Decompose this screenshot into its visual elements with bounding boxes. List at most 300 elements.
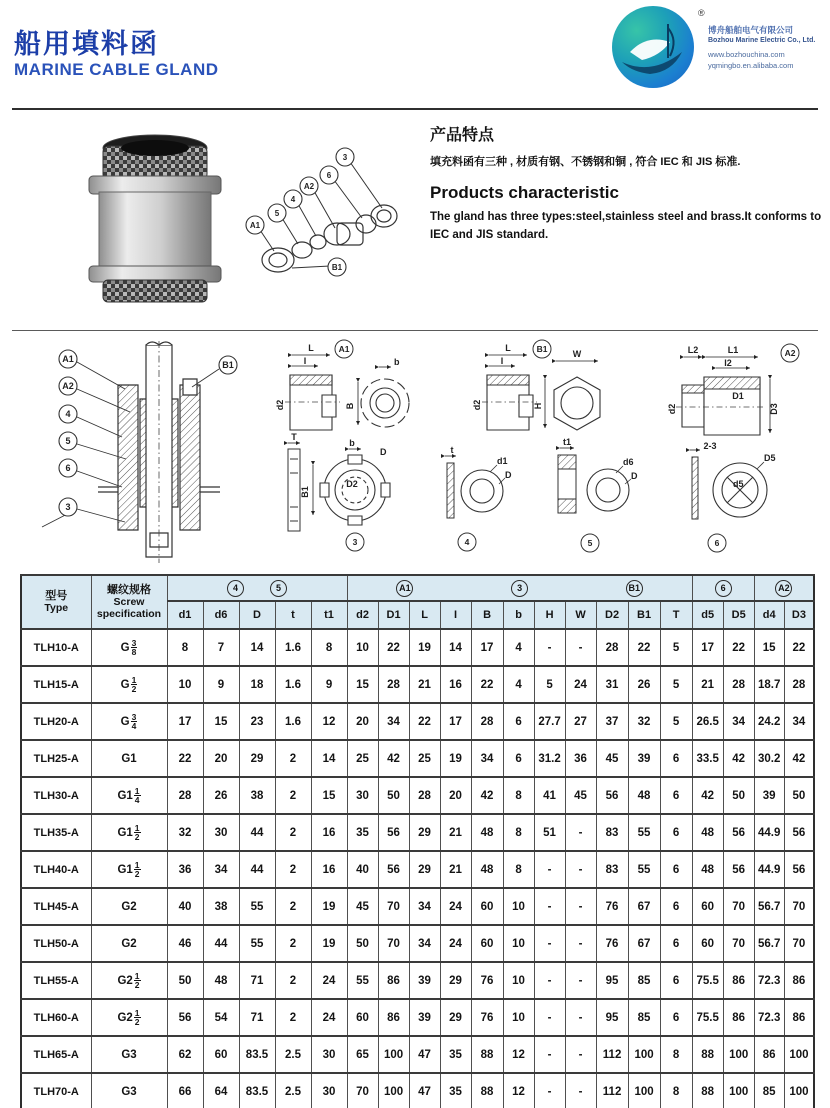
part-label: A1 [338,344,350,354]
part-label: B1 [536,344,548,354]
value-cell: 56 [723,851,754,888]
value-cell: 30 [203,814,239,851]
exploded-callout: 4 [290,195,296,204]
value-cell: 26 [628,666,660,703]
value-cell: 33.5 [692,740,723,777]
screw-spec-cell [91,777,167,814]
header-type-en: Type [44,602,69,615]
screw-fraction: $\frac{1}{2}$ [134,1007,140,1027]
value-cell: 72.3 [754,962,784,999]
part-6-drawing [690,441,776,552]
value-cell: 42 [471,777,503,814]
dim-label: B [345,402,355,410]
assembly-callout: 3 [65,502,71,512]
value-cell: 38 [239,777,275,814]
assembly-callout: 6 [65,463,71,473]
value-cell: 12 [503,1036,534,1073]
value-cell: 14 [440,629,471,666]
assembly-callout-b1: B1 [222,360,234,370]
value-cell: 25 [347,740,378,777]
value-cell: 65 [347,1036,378,1073]
value-cell: 42 [692,777,723,814]
value-cell: 42 [723,740,754,777]
value-cell: - [534,1073,565,1108]
value-cell: 22 [378,629,409,666]
group-label-b1: B1 [626,580,643,597]
screw-fraction: $\frac{1}{2}$ [131,674,137,694]
value-cell: 83.5 [239,1073,275,1108]
value-cell: 29 [409,851,440,888]
registered-trademark: ® [698,8,705,18]
value-cell: 17 [471,629,503,666]
value-cell: 19 [409,629,440,666]
value-cell: 39 [628,740,660,777]
value-cell: 86 [378,962,409,999]
group-6 [692,575,754,601]
screw-spec-cell [91,740,167,777]
type-cell: TLH70-A [21,1073,91,1108]
table-row [21,1036,814,1073]
dim-label: I [500,356,504,366]
col-header-D5: D5 [723,601,754,629]
dim-label: D [631,471,638,481]
part-a1-drawing [275,340,409,430]
screw-fraction: $\frac{1}{2}$ [134,822,140,842]
value-cell: 60 [692,888,723,925]
value-cell: 50 [167,962,203,999]
value-cell: 7 [203,629,239,666]
part-label: 4 [464,537,470,547]
value-cell: 38 [203,888,239,925]
value-cell: 24.2 [754,703,784,740]
value-cell: 75.5 [692,962,723,999]
part-label: 6 [714,538,720,548]
value-cell: 15 [203,703,239,740]
value-cell: 112 [596,1036,628,1073]
features-desc-en: The gland has three types:steel,stainless steel and brass.It conforms to IEC and JIS standard. [430,211,822,241]
value-cell: 45 [596,740,628,777]
value-cell: 72.3 [754,999,784,1036]
value-cell: 2 [275,851,311,888]
screw-spec-cell [91,1073,167,1108]
dim-label: I [303,356,307,366]
table-row [21,851,814,888]
value-cell: 70 [378,888,409,925]
value-cell: 27 [565,703,596,740]
dim-label: b [349,438,355,448]
dim-label: D1 [732,391,744,401]
company-url-1: www.bozhouchina.com [708,50,785,60]
col-header-d4: d4 [754,601,784,629]
value-cell: 55 [628,814,660,851]
value-cell: 56.7 [754,925,784,962]
screw-spec-cell [91,814,167,851]
value-cell: 28 [596,629,628,666]
col-header-d6: d6 [203,601,239,629]
screw-base: G2 [117,1011,133,1024]
value-cell: 15 [311,777,347,814]
value-cell: 86 [754,1036,784,1073]
col-header-D: D [239,601,275,629]
value-cell: 9 [203,666,239,703]
value-cell: 6 [660,999,692,1036]
value-cell: 42 [784,740,814,777]
value-cell: - [565,962,596,999]
table-row [21,703,814,740]
value-cell: 8 [503,777,534,814]
value-cell: 2 [275,999,311,1036]
type-cell: TLH25-A [21,740,91,777]
value-cell: 36 [167,851,203,888]
part-3-drawing [288,432,390,551]
screw-spec-cell [91,962,167,999]
value-cell: 100 [628,1036,660,1073]
table-row [21,999,814,1036]
section-divider [12,330,818,331]
screw-base: G2 [121,937,137,950]
value-cell: 2.5 [275,1036,311,1073]
value-cell: 1.6 [275,629,311,666]
type-cell: TLH65-A [21,1036,91,1073]
exploded-callout: 5 [274,209,280,218]
value-cell: 40 [347,851,378,888]
value-cell: 39 [409,962,440,999]
table-row [21,888,814,925]
value-cell: 5 [660,703,692,740]
value-cell: 100 [628,1073,660,1108]
value-cell: 54 [203,999,239,1036]
value-cell: 8 [660,1036,692,1073]
value-cell: 60 [471,925,503,962]
value-cell: 10 [503,888,534,925]
value-cell: 44 [239,814,275,851]
value-cell: 2 [275,777,311,814]
company-name-zh: 博舟船舶电气有限公司 [708,25,794,35]
value-cell: 34 [378,703,409,740]
value-cell: - [534,962,565,999]
value-cell: 44 [239,851,275,888]
type-cell: TLH15-A [21,666,91,703]
value-cell: 86 [784,962,814,999]
dim-label: t1 [562,437,572,447]
value-cell: 2 [275,814,311,851]
features-heading-zh: 产品特点 [430,127,495,144]
value-cell: 100 [723,1036,754,1073]
value-cell: 85 [628,999,660,1036]
table-row [21,777,814,814]
part-label: 3 [352,537,358,547]
value-cell: 100 [378,1073,409,1108]
screw-base: G1 [117,826,133,839]
spec-table [20,574,815,1108]
group-label-4: 4 [227,580,244,597]
exploded-diagram [240,138,420,303]
value-cell: 35 [440,1036,471,1073]
value-cell: 50 [784,777,814,814]
value-cell: 40 [167,888,203,925]
value-cell: 36 [565,740,596,777]
company-logo [612,6,822,102]
screw-spec-cell [91,629,167,666]
value-cell: - [565,888,596,925]
value-cell: 20 [347,703,378,740]
col-header-t: t [275,601,311,629]
dim-label: L [505,343,511,353]
screw-base: G1 [117,789,133,802]
value-cell: 10 [503,925,534,962]
col-header-W: W [565,601,596,629]
value-cell: 28 [167,777,203,814]
value-cell: 44.9 [754,851,784,888]
value-cell: 34 [409,888,440,925]
assembly-drawing [42,341,237,563]
part-a2-drawing [667,344,799,435]
header-screw-en2: specification [96,608,162,621]
value-cell: 14 [239,629,275,666]
value-cell: 76 [596,888,628,925]
dim-label: T [291,432,297,442]
type-cell: TLH20-A [21,703,91,740]
value-cell: 26 [203,777,239,814]
value-cell: 60 [203,1036,239,1073]
screw-base: G1 [121,752,137,765]
value-cell: 19 [440,740,471,777]
dim-label: t [450,445,454,455]
value-cell: 45 [347,888,378,925]
value-cell: 25 [409,740,440,777]
value-cell: 17 [167,703,203,740]
value-cell: 22 [723,629,754,666]
value-cell: 22 [628,629,660,666]
col-header-B1: B1 [628,601,660,629]
value-cell: 6 [660,740,692,777]
screw-base: G [120,678,130,691]
group-label-6: 6 [715,580,732,597]
value-cell: 76 [596,925,628,962]
value-cell: 6 [503,740,534,777]
value-cell: 60 [692,925,723,962]
features-heading-en: Products characteristic [430,183,619,202]
part-label: 5 [587,538,593,548]
value-cell: 42 [378,740,409,777]
sail-icon [612,6,694,88]
dim-label: D [380,447,387,457]
value-cell: 15 [754,629,784,666]
dim-label: B1 [300,486,310,498]
header-type-zh: 型号 [45,589,68,602]
screw-fraction: $\frac{1}{2}$ [134,970,140,990]
assembly-callout: 4 [65,409,71,419]
type-cell: TLH40-A [21,851,91,888]
screw-fraction: $\frac{1}{4}$ [134,785,140,805]
page-title-chinese: 船用填料函 [14,29,159,59]
value-cell: - [565,925,596,962]
assembly-callout: 5 [65,436,71,446]
features-desc-zh: 填充料函有三种 , 材质有钢、不锈钢和铜 , 符合 IEC 和 JIS 标准. [430,156,741,168]
value-cell: 34 [203,851,239,888]
value-cell: 70 [378,925,409,962]
value-cell: 56 [596,777,628,814]
value-cell: 26.5 [692,703,723,740]
col-header-D1: D1 [378,601,409,629]
group-label-5: 5 [270,580,287,597]
value-cell: 22 [784,629,814,666]
value-cell: 28 [471,703,503,740]
page-title-english: MARINE CABLE GLAND [14,60,219,79]
table-row [21,962,814,999]
value-cell: 35 [347,814,378,851]
value-cell: 30 [347,777,378,814]
value-cell: 29 [440,962,471,999]
col-header-I: I [440,601,471,629]
group-a2 [754,575,814,601]
value-cell: 8 [311,629,347,666]
value-cell: 100 [723,1073,754,1108]
value-cell: 70 [784,925,814,962]
value-cell: 48 [692,814,723,851]
value-cell: 56 [378,814,409,851]
value-cell: 6 [660,962,692,999]
screw-spec-cell [91,851,167,888]
value-cell: 34 [409,925,440,962]
value-cell: 83 [596,851,628,888]
features-section [430,122,822,245]
value-cell: 31.2 [534,740,565,777]
value-cell: 28 [723,666,754,703]
value-cell: 46 [167,925,203,962]
value-cell: 31 [596,666,628,703]
value-cell: 10 [167,666,203,703]
value-cell: 22 [167,740,203,777]
value-cell: 76 [471,962,503,999]
value-cell: 88 [692,1036,723,1073]
value-cell: 67 [628,925,660,962]
value-cell: 5 [660,666,692,703]
value-cell: 44.9 [754,814,784,851]
screw-base: G3 [121,1085,137,1098]
value-cell: 2.5 [275,1073,311,1108]
group-label-a2: A2 [775,580,792,597]
value-cell: 88 [471,1073,503,1108]
value-cell: 37 [596,703,628,740]
type-cell: TLH45-A [21,888,91,925]
value-cell: 70 [347,1073,378,1108]
value-cell: 56 [784,814,814,851]
value-cell: 56 [723,814,754,851]
value-cell: 10 [503,999,534,1036]
value-cell: 16 [311,851,347,888]
header-type [21,575,91,629]
table-row [21,666,814,703]
type-cell: TLH60-A [21,999,91,1036]
value-cell: 18.7 [754,666,784,703]
col-header-d1: d1 [167,601,203,629]
value-cell: 70 [784,888,814,925]
value-cell: - [534,925,565,962]
value-cell: 50 [347,925,378,962]
value-cell: 15 [347,666,378,703]
value-cell: 29 [409,814,440,851]
value-cell: 17 [692,629,723,666]
value-cell: 88 [692,1073,723,1108]
value-cell: 17 [440,703,471,740]
exploded-callout: 6 [326,171,332,180]
value-cell: 21 [440,851,471,888]
value-cell: 100 [378,1036,409,1073]
value-cell: 62 [167,1036,203,1073]
part-5-drawing [558,437,638,552]
col-header-L: L [409,601,440,629]
company-name-en: Bozhou Marine Electric Co., Ltd. [708,37,816,45]
value-cell: - [534,851,565,888]
product-photo [75,132,235,307]
dim-label: D5 [764,453,776,463]
group-label-a1: A1 [396,580,413,597]
assembly-callout: A2 [62,381,74,391]
col-header-B: B [471,601,503,629]
value-cell: 112 [596,1073,628,1108]
value-cell: 48 [471,851,503,888]
value-cell: 21 [440,814,471,851]
assembly-callout: A1 [62,354,74,364]
col-header-d5: d5 [692,601,723,629]
header-screw-zh: 螺纹规格 [107,583,151,596]
value-cell: 27.7 [534,703,565,740]
value-cell: 44 [203,925,239,962]
exploded-callout: A1 [249,221,261,230]
value-cell: 32 [628,703,660,740]
value-cell: 56 [378,851,409,888]
dim-label: W [572,349,582,359]
value-cell: 56 [167,999,203,1036]
value-cell: 35 [440,1073,471,1108]
col-header-D3: D3 [784,601,814,629]
value-cell: 20 [440,777,471,814]
part-b1-drawing [472,340,600,430]
group-a1-3-b1 [347,575,692,601]
dim-label: I2 [724,358,732,368]
exploded-callout: A2 [303,182,315,191]
value-cell: 5 [534,666,565,703]
dim-label: d2 [472,399,482,411]
value-cell: 21 [692,666,723,703]
value-cell: 24 [311,999,347,1036]
value-cell: 24 [311,962,347,999]
col-header-b: b [503,601,534,629]
value-cell: 14 [311,740,347,777]
value-cell: 86 [723,962,754,999]
value-cell: 48 [471,814,503,851]
value-cell: 34 [723,703,754,740]
value-cell: 34 [784,703,814,740]
value-cell: - [565,1073,596,1108]
value-cell: 1.6 [275,703,311,740]
value-cell: 2 [275,925,311,962]
value-cell: 6 [660,925,692,962]
value-cell: 28 [378,666,409,703]
dim-label: b [394,357,400,367]
value-cell: 16 [311,814,347,851]
value-cell: 86 [378,999,409,1036]
value-cell: 8 [660,1073,692,1108]
dim-label: d5 [733,479,744,489]
value-cell: 12 [503,1073,534,1108]
value-cell: 28 [784,666,814,703]
value-cell: 48 [628,777,660,814]
logo-text-block [708,24,823,72]
screw-base: G [120,641,130,654]
value-cell: 48 [203,962,239,999]
